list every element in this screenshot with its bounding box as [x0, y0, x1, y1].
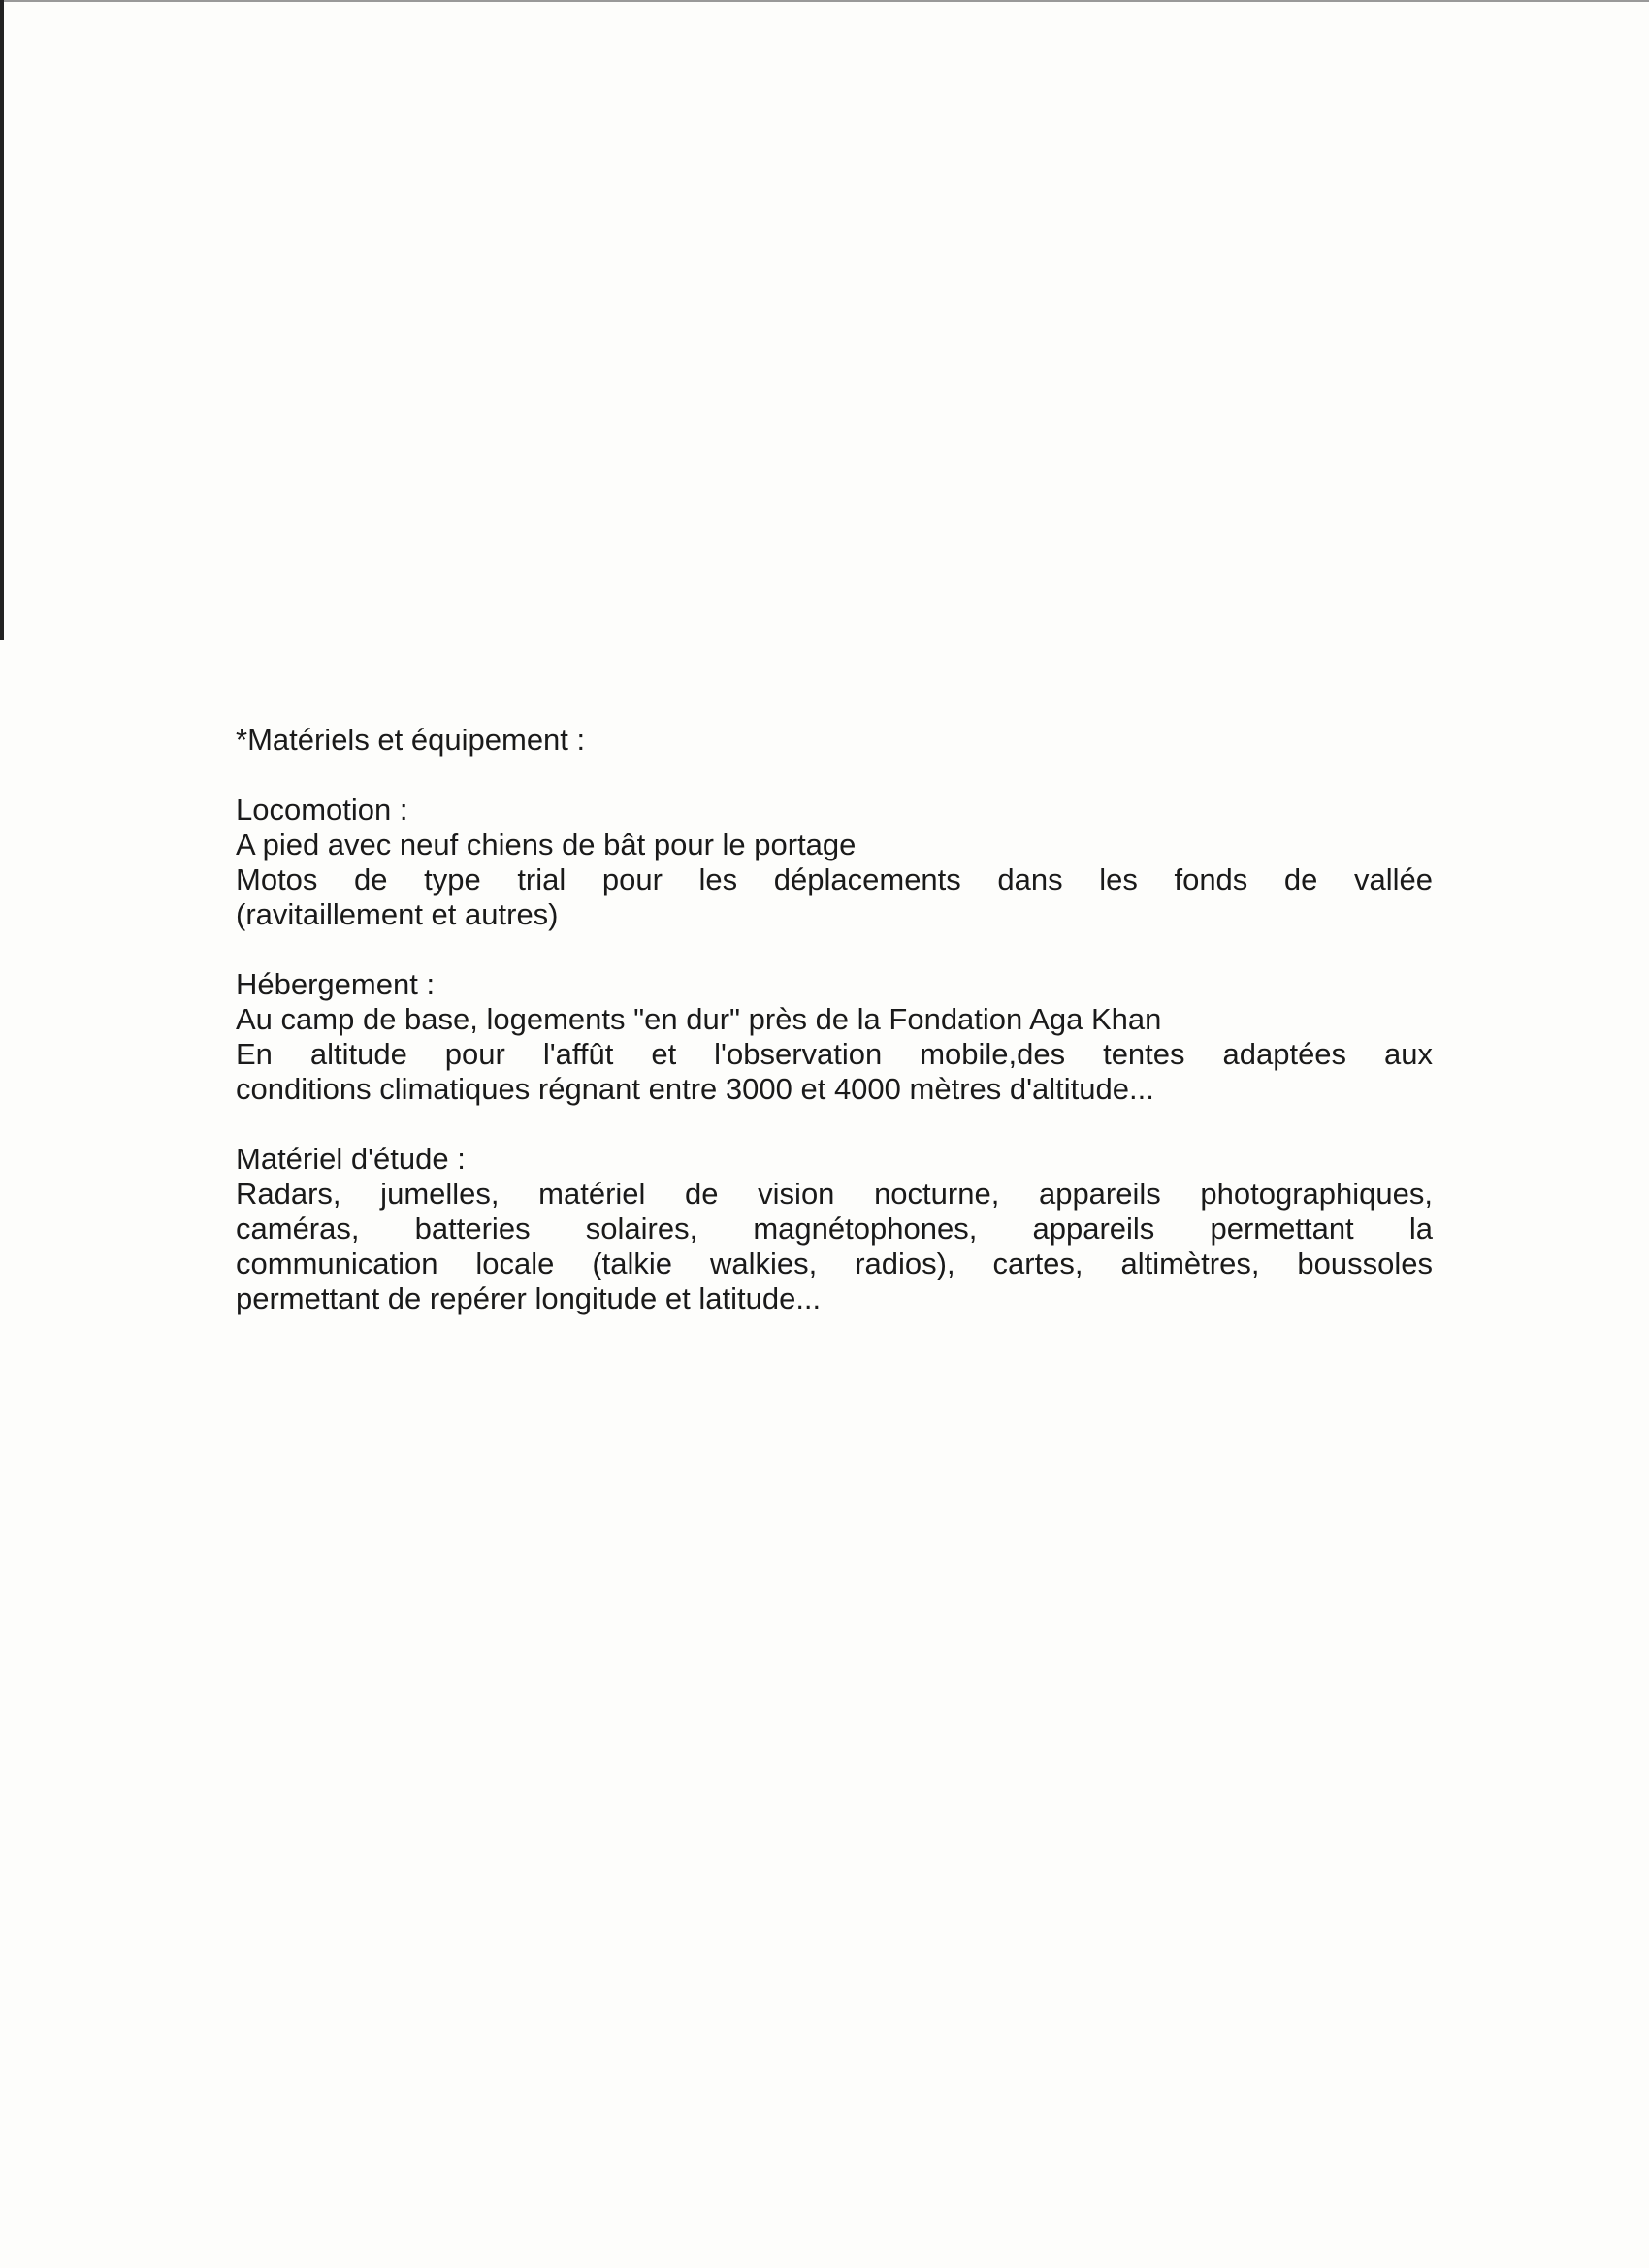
spacer [236, 758, 1433, 793]
scan-left-edge [0, 0, 4, 640]
document-title: *Matériels et équipement : [236, 723, 586, 757]
section-heading: Hébergement : [236, 967, 436, 1001]
paragraph-line: A pied avec neuf chiens de bât pour le portage [236, 827, 857, 861]
section-materiel-etude [236, 1142, 1433, 1316]
paragraph-line: communication locale (talkie walkies, radios), cartes, altimètres, boussoles [236, 1247, 1433, 1280]
paragraph-line: conditions climatiques régnant entre 3000 et 4000 mètres d'altitude... [236, 1072, 1154, 1106]
spacer [236, 932, 1433, 967]
section-heading: Locomotion : [236, 793, 408, 826]
paragraph-line: caméras, batteries solaires, magnétophones, appareils permettant la [236, 1212, 1433, 1246]
scan-top-edge [0, 0, 1649, 2]
paragraph-line: permettant de repérer longitude et latitude... [236, 1281, 822, 1315]
paragraph-line: (ravitaillement et autres) [236, 897, 559, 931]
paragraph-line: Radars, jumelles, matériel de vision nocturne, appareils photographiques, [236, 1177, 1433, 1211]
paragraph-line: Motos de type trial pour les déplacements dans les fonds de vallée [236, 862, 1433, 896]
section-hebergement [236, 967, 1433, 1107]
paragraph-line: Au camp de base, logements "en dur" près de la Fondation Aga Khan [236, 1002, 1162, 1036]
section-heading: Matériel d'étude : [236, 1142, 466, 1176]
spacer [236, 1107, 1433, 1142]
section-locomotion [236, 793, 1433, 932]
paragraph-line: En altitude pour l'affût et l'observation mobile,des tentes adaptées aux [236, 1037, 1433, 1071]
document-body [236, 723, 1433, 1316]
